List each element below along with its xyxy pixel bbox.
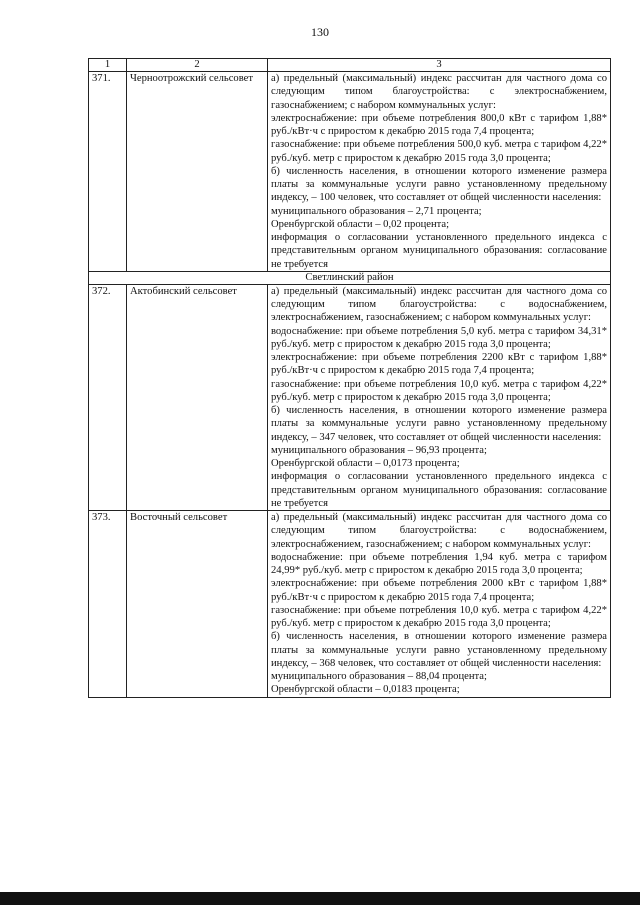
table-row [89, 72, 611, 272]
table-row [89, 511, 611, 698]
page-number: 130 [311, 25, 329, 39]
column-header-3: 3 [268, 59, 611, 72]
district-row [89, 271, 611, 284]
paragraph: водоснабжение: при объеме потребления 1,94 куб. метра с тарифом 24,99* руб./куб. метр с приростом к декабрю 2015 года 3,0 процента; [271, 551, 607, 576]
paragraph: электроснабжение: при объеме потребления 2200 кВт с тарифом 1,88* руб./кВт·ч с приростом к декабрю 2015 года 7,4 процента; [271, 352, 607, 377]
paragraph: Оренбургской области – 0,02 процента; [271, 218, 450, 230]
paragraph: а) предельный (максимальный) индекс рассчитан для частного дома со следующим типом благоустройства: с водоснабжением, электроснабжением, газоснабжением; с набором коммунальных услуг: [271, 512, 607, 550]
table-row [89, 284, 611, 510]
paragraph: б) численность населения, в отношении которого изменение размера платы за коммунальные услуги равно установленному предельному индексу, – 368 человек, что составляет от общей численности населения: [271, 631, 607, 669]
row-number: 373. [89, 511, 127, 698]
paragraph: газоснабжение: при объеме потребления 10,0 куб. метра с тарифом 4,22* руб./куб. метр с приростом к декабрю 2015 года 3,0 процента; [271, 604, 607, 629]
tariff-index-table [88, 58, 611, 698]
paragraph: муниципального образования – 88,04 процента; [271, 671, 487, 682]
paragraph: Оренбургской области – 0,0173 процента; [271, 458, 460, 469]
paragraph: газоснабжение: при объеме потребления 500,0 куб. метра с тарифом 4,22* руб./куб. метр с приростом к декабрю 2015 года 3,0 процента; [271, 139, 607, 164]
paragraph: информация о согласовании установленного предельного индекса с представительным органом муниципального образования: согласование не требуется [271, 232, 607, 270]
table-header-row [89, 59, 611, 72]
paragraph: б) численность населения, в отношении которого изменение размера платы за коммунальные услуги равно установленному предельному индексу, – 347 человек, что составляет от общей численности населения: [271, 405, 607, 443]
scan-bottom-border [0, 892, 640, 905]
municipality-name: Восточный сельсовет [127, 511, 268, 698]
column-header-2: 2 [127, 59, 268, 72]
paragraph: б) численность населения, в отношении которого изменение размера платы за коммунальные услуги равно установленному предельному индексу, – 100 человек, что составляет от общей численности населения: [271, 165, 607, 204]
paragraph: электроснабжение: при объеме потребления 800,0 кВт с тарифом 1,88* руб./кВт·ч с приростом к декабрю 2015 года 7,4 процента; [271, 112, 607, 137]
column-header-1: 1 [89, 59, 127, 72]
paragraph: газоснабжение: при объеме потребления 10,0 куб. метра с тарифом 4,22* руб./куб. метр с приростом к декабрю 2015 года 3,0 процента; [271, 378, 607, 403]
district-heading: Светлинский район [89, 271, 611, 284]
row-number: 372. [89, 284, 127, 510]
index-description [268, 72, 611, 272]
paragraph: информация о согласовании установленного предельного индекса с представительным органом муниципального образования: согласование не требуется [271, 471, 607, 509]
index-description [268, 284, 611, 510]
municipality-name: Актобинский сельсовет [127, 284, 268, 510]
paragraph: муниципального образования – 96,93 процента; [271, 444, 487, 456]
paragraph: водоснабжение: при объеме потребления 5,0 куб. метра с тарифом 34,31* руб./куб. метр с приростом к декабрю 2015 года 3,0 процента; [271, 325, 607, 350]
paragraph: а) предельный (максимальный) индекс рассчитан для частного дома со следующим типом благоустройства: с электроснабжением, газоснабжением; с набором коммунальных услуг: [271, 73, 607, 111]
paragraph: Оренбургской области – 0,0183 процента; [271, 684, 460, 696]
index-description [268, 511, 611, 698]
paragraph: электроснабжение: при объеме потребления 2000 кВт с тарифом 1,88* руб./кВт·ч с приростом к декабрю 2015 года 7,4 процента; [271, 578, 607, 603]
paragraph: муниципального образования – 2,71 процента; [271, 205, 482, 217]
municipality-name: Черноотрожский сельсовет [127, 72, 268, 272]
row-number: 371. [89, 72, 127, 272]
paragraph: а) предельный (максимальный) индекс рассчитан для частного дома со следующим типом благоустройства: с водоснабжением, электроснабжением, газоснабжением; с набором коммунальных услуг: [271, 285, 607, 324]
